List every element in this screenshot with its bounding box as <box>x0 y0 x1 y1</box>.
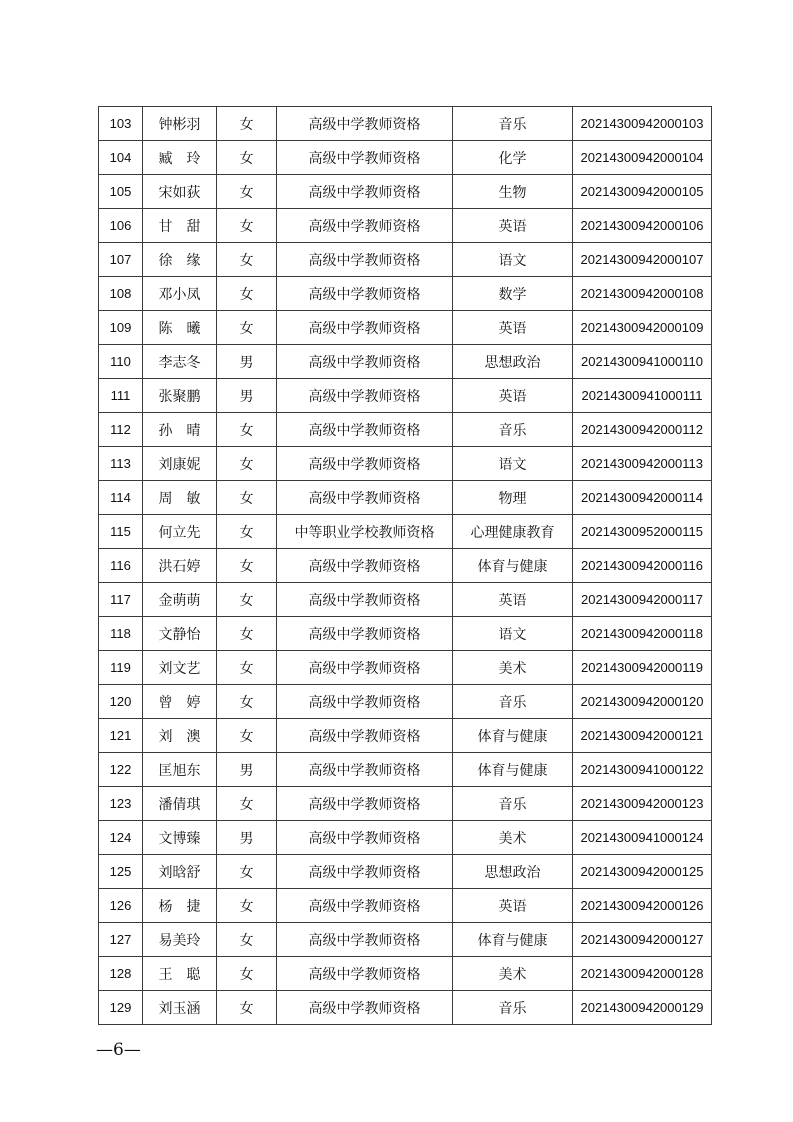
gender-cell: 女 <box>217 855 277 889</box>
gender-cell: 女 <box>217 481 277 515</box>
name-cell: 臧 玲 <box>143 141 217 175</box>
table-body <box>99 107 712 1025</box>
qualification-cell: 高级中学教师资格 <box>277 413 453 447</box>
qualification-cell: 高级中学教师资格 <box>277 549 453 583</box>
name-cell: 徐 缘 <box>143 243 217 277</box>
subject-cell: 英语 <box>453 379 573 413</box>
subject-cell: 思想政治 <box>453 855 573 889</box>
gender-cell: 女 <box>217 413 277 447</box>
row-number: 115 <box>99 515 143 549</box>
subject-cell: 音乐 <box>453 685 573 719</box>
table-row <box>99 583 712 617</box>
certificate-number-cell: 20214300942000128 <box>573 957 712 991</box>
row-number: 106 <box>99 209 143 243</box>
subject-cell: 体育与健康 <box>453 549 573 583</box>
certificate-number-cell: 20214300942000113 <box>573 447 712 481</box>
qualification-cell: 高级中学教师资格 <box>277 447 453 481</box>
row-number: 118 <box>99 617 143 651</box>
row-number: 125 <box>99 855 143 889</box>
table-row <box>99 889 712 923</box>
name-cell: 金萌萌 <box>143 583 217 617</box>
certificate-number-cell: 20214300942000104 <box>573 141 712 175</box>
gender-cell: 女 <box>217 277 277 311</box>
qualification-cell: 高级中学教师资格 <box>277 719 453 753</box>
subject-cell: 美术 <box>453 651 573 685</box>
certificate-number-cell: 20214300942000118 <box>573 617 712 651</box>
gender-cell: 女 <box>217 175 277 209</box>
subject-cell: 英语 <box>453 311 573 345</box>
name-cell: 邓小凤 <box>143 277 217 311</box>
qualification-cell: 高级中学教师资格 <box>277 923 453 957</box>
certificate-number-cell: 20214300942000114 <box>573 481 712 515</box>
subject-cell: 生物 <box>453 175 573 209</box>
row-number: 127 <box>99 923 143 957</box>
row-number: 129 <box>99 991 143 1025</box>
name-cell: 宋如荻 <box>143 175 217 209</box>
table-row <box>99 719 712 753</box>
qualification-cell: 高级中学教师资格 <box>277 141 453 175</box>
subject-cell: 音乐 <box>453 107 573 141</box>
subject-cell: 音乐 <box>453 991 573 1025</box>
row-number: 113 <box>99 447 143 481</box>
name-cell: 陈 曦 <box>143 311 217 345</box>
row-number: 121 <box>99 719 143 753</box>
subject-cell: 语文 <box>453 617 573 651</box>
gender-cell: 女 <box>217 889 277 923</box>
certificate-number-cell: 20214300942000117 <box>573 583 712 617</box>
subject-cell: 英语 <box>453 209 573 243</box>
gender-cell: 女 <box>217 583 277 617</box>
row-number: 111 <box>99 379 143 413</box>
row-number: 123 <box>99 787 143 821</box>
table-row <box>99 549 712 583</box>
name-cell: 张聚鹏 <box>143 379 217 413</box>
qualification-cell: 高级中学教师资格 <box>277 821 453 855</box>
subject-cell: 音乐 <box>453 787 573 821</box>
table-row <box>99 957 712 991</box>
gender-cell: 女 <box>217 107 277 141</box>
subject-cell: 体育与健康 <box>453 719 573 753</box>
name-cell: 杨 捷 <box>143 889 217 923</box>
gender-cell: 女 <box>217 957 277 991</box>
subject-cell: 心理健康教育 <box>453 515 573 549</box>
row-number: 124 <box>99 821 143 855</box>
qualification-cell: 高级中学教师资格 <box>277 855 453 889</box>
certificate-number-cell: 20214300942000105 <box>573 175 712 209</box>
subject-cell: 化学 <box>453 141 573 175</box>
certificate-number-cell: 20214300941000110 <box>573 345 712 379</box>
name-cell: 刘晗舒 <box>143 855 217 889</box>
qualification-cell: 高级中学教师资格 <box>277 345 453 379</box>
row-number: 103 <box>99 107 143 141</box>
name-cell: 甘 甜 <box>143 209 217 243</box>
subject-cell: 英语 <box>453 889 573 923</box>
table-row <box>99 821 712 855</box>
subject-cell: 思想政治 <box>453 345 573 379</box>
gender-cell: 女 <box>217 651 277 685</box>
name-cell: 钟彬羽 <box>143 107 217 141</box>
name-cell: 何立先 <box>143 515 217 549</box>
gender-cell: 男 <box>217 345 277 379</box>
qualification-cell: 高级中学教师资格 <box>277 175 453 209</box>
name-cell: 刘玉涵 <box>143 991 217 1025</box>
qualification-cell: 高级中学教师资格 <box>277 277 453 311</box>
table-row <box>99 481 712 515</box>
name-cell: 洪石婷 <box>143 549 217 583</box>
name-cell: 易美玲 <box>143 923 217 957</box>
row-number: 104 <box>99 141 143 175</box>
name-cell: 文博臻 <box>143 821 217 855</box>
table-row <box>99 753 712 787</box>
qualification-cell: 高级中学教师资格 <box>277 379 453 413</box>
gender-cell: 女 <box>217 719 277 753</box>
certificate-number-cell: 20214300941000111 <box>573 379 712 413</box>
gender-cell: 女 <box>217 923 277 957</box>
table-row <box>99 617 712 651</box>
row-number: 122 <box>99 753 143 787</box>
qualification-cell: 高级中学教师资格 <box>277 107 453 141</box>
subject-cell: 体育与健康 <box>453 923 573 957</box>
qualification-cell: 高级中学教师资格 <box>277 583 453 617</box>
qualification-cell: 高级中学教师资格 <box>277 651 453 685</box>
subject-cell: 英语 <box>453 583 573 617</box>
row-number: 128 <box>99 957 143 991</box>
subject-cell: 语文 <box>453 447 573 481</box>
subject-cell: 美术 <box>453 821 573 855</box>
row-number: 105 <box>99 175 143 209</box>
row-number: 126 <box>99 889 143 923</box>
table-row <box>99 107 712 141</box>
gender-cell: 女 <box>217 209 277 243</box>
certificate-number-cell: 20214300942000112 <box>573 413 712 447</box>
qualification-cell: 高级中学教师资格 <box>277 685 453 719</box>
certificate-number-cell: 20214300942000103 <box>573 107 712 141</box>
table-row <box>99 787 712 821</box>
gender-cell: 男 <box>217 753 277 787</box>
row-number: 109 <box>99 311 143 345</box>
subject-cell: 美术 <box>453 957 573 991</box>
certificate-number-cell: 20214300941000124 <box>573 821 712 855</box>
gender-cell: 女 <box>217 141 277 175</box>
name-cell: 文静怡 <box>143 617 217 651</box>
table-row <box>99 991 712 1025</box>
gender-cell: 女 <box>217 617 277 651</box>
certificate-number-cell: 20214300942000125 <box>573 855 712 889</box>
row-number: 107 <box>99 243 143 277</box>
table-row <box>99 379 712 413</box>
certificate-number-cell: 20214300941000122 <box>573 753 712 787</box>
row-number: 117 <box>99 583 143 617</box>
name-cell: 曾 婷 <box>143 685 217 719</box>
gender-cell: 女 <box>217 447 277 481</box>
subject-cell: 体育与健康 <box>453 753 573 787</box>
table-row <box>99 209 712 243</box>
row-number: 120 <box>99 685 143 719</box>
table-row <box>99 413 712 447</box>
qualification-cell: 高级中学教师资格 <box>277 481 453 515</box>
table-row <box>99 345 712 379</box>
certificate-number-cell: 20214300942000120 <box>573 685 712 719</box>
row-number: 108 <box>99 277 143 311</box>
name-cell: 周 敏 <box>143 481 217 515</box>
qualification-cell: 高级中学教师资格 <box>277 243 453 277</box>
qualification-cell: 中等职业学校教师资格 <box>277 515 453 549</box>
table-row <box>99 923 712 957</box>
qualification-cell: 高级中学教师资格 <box>277 753 453 787</box>
qualification-cell: 高级中学教师资格 <box>277 787 453 821</box>
gender-cell: 男 <box>217 379 277 413</box>
certificate-number-cell: 20214300952000115 <box>573 515 712 549</box>
certificate-table <box>98 106 712 1025</box>
certificate-number-cell: 20214300942000116 <box>573 549 712 583</box>
name-cell: 匡旭东 <box>143 753 217 787</box>
qualification-cell: 高级中学教师资格 <box>277 311 453 345</box>
gender-cell: 女 <box>217 243 277 277</box>
gender-cell: 男 <box>217 821 277 855</box>
table-row <box>99 447 712 481</box>
qualification-cell: 高级中学教师资格 <box>277 957 453 991</box>
gender-cell: 女 <box>217 515 277 549</box>
row-number: 116 <box>99 549 143 583</box>
certificate-number-cell: 20214300942000123 <box>573 787 712 821</box>
subject-cell: 语文 <box>453 243 573 277</box>
certificate-number-cell: 20214300942000109 <box>573 311 712 345</box>
name-cell: 孙 晴 <box>143 413 217 447</box>
certificate-number-cell: 20214300942000121 <box>573 719 712 753</box>
qualification-cell: 高级中学教师资格 <box>277 889 453 923</box>
certificate-number-cell: 20214300942000107 <box>573 243 712 277</box>
certificate-number-cell: 20214300942000129 <box>573 991 712 1025</box>
page-number: —6— <box>96 1040 141 1060</box>
table-row <box>99 855 712 889</box>
name-cell: 李志冬 <box>143 345 217 379</box>
gender-cell: 女 <box>217 685 277 719</box>
certificate-number-cell: 20214300942000127 <box>573 923 712 957</box>
table-row <box>99 141 712 175</box>
row-number: 119 <box>99 651 143 685</box>
table-row <box>99 515 712 549</box>
name-cell: 王 聪 <box>143 957 217 991</box>
name-cell: 刘 澳 <box>143 719 217 753</box>
name-cell: 潘倩琪 <box>143 787 217 821</box>
table-row <box>99 243 712 277</box>
certificate-number-cell: 20214300942000119 <box>573 651 712 685</box>
qualification-cell: 高级中学教师资格 <box>277 991 453 1025</box>
name-cell: 刘文艺 <box>143 651 217 685</box>
name-cell: 刘康妮 <box>143 447 217 481</box>
certificate-number-cell: 20214300942000126 <box>573 889 712 923</box>
row-number: 110 <box>99 345 143 379</box>
qualification-cell: 高级中学教师资格 <box>277 617 453 651</box>
row-number: 112 <box>99 413 143 447</box>
subject-cell: 数学 <box>453 277 573 311</box>
qualification-cell: 高级中学教师资格 <box>277 209 453 243</box>
gender-cell: 女 <box>217 787 277 821</box>
row-number: 114 <box>99 481 143 515</box>
certificate-number-cell: 20214300942000106 <box>573 209 712 243</box>
gender-cell: 女 <box>217 991 277 1025</box>
table-row <box>99 685 712 719</box>
table-row <box>99 277 712 311</box>
subject-cell: 音乐 <box>453 413 573 447</box>
gender-cell: 女 <box>217 549 277 583</box>
subject-cell: 物理 <box>453 481 573 515</box>
table-row <box>99 651 712 685</box>
table-row <box>99 311 712 345</box>
gender-cell: 女 <box>217 311 277 345</box>
table-row <box>99 175 712 209</box>
certificate-number-cell: 20214300942000108 <box>573 277 712 311</box>
